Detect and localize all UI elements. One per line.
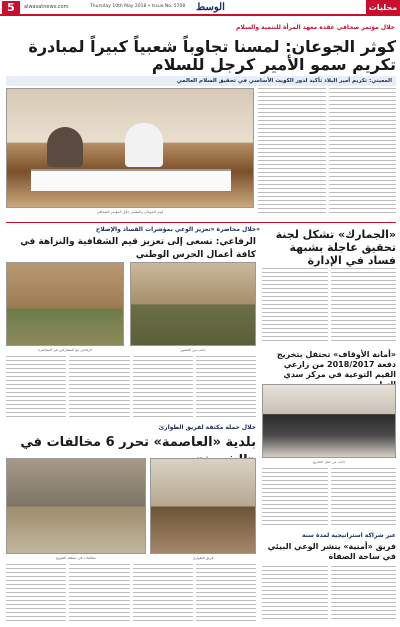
section-label: محليات: [366, 0, 400, 16]
story2-headline: الرفاعي: نسعى إلى تعزيز قيم الشفافية والنزاهة في كافة أعمال الحرس الوطني: [20, 237, 256, 260]
story3-text: [262, 268, 396, 344]
story3-headline: «الجمارك» تشكل لجنة تحقيق عاجلة بشبهة فساد في الإدارة: [275, 228, 396, 267]
story4-caption: جانب من حفل التخريج: [312, 460, 346, 464]
story4-headline: «أمانة الأوقاف» تحتفل بتخريج دفعة 2018/2017 من زارعي القيم التوعية في مركز سدي: [276, 350, 396, 379]
divider: [6, 222, 396, 223]
date-line: Thursday 10th May 2018 • Issue No. 5708: [90, 4, 186, 9]
story6-headline: فريق «أمنية» ينشر الوعي البيئي في ساحة الصفاة: [267, 542, 396, 561]
story1-text-right: [258, 88, 396, 216]
story5-caption1: مخالفات في منطقة الشويخ: [56, 556, 96, 560]
story2-kicker: خلال محاضرة «تعزيز الوعي بمؤشرات الفساد والإصلاح»: [95, 226, 260, 233]
story5-kicker: خلال حملة مكثفة لفريق الطوارئ: [158, 424, 256, 431]
story1-kicker: خلال مؤتمر صحافي عقده معهد المرأة للتنمية والسلام: [236, 24, 395, 31]
story5-photo-left: [6, 458, 146, 554]
story1-subhead: المعيني: تكريم أمير البلاد تأكيد لدور الكويت الأساسي في تحقيق السلام العالمي: [6, 76, 396, 86]
story6-text: [262, 566, 396, 622]
newspaper-logo: الوسط: [196, 2, 225, 13]
story5-photo-right: [150, 458, 256, 554]
story6-kicker: عبر شراكة استراتيجية لمدة سنة: [301, 532, 396, 539]
story2-text: [6, 356, 256, 420]
story1-caption: كوثر الجوعان والمعيني خلال المؤتمر الصحافي: [96, 210, 164, 214]
story2-photo-left: [6, 262, 124, 346]
page-number: 5: [2, 1, 20, 15]
story4-text: [262, 468, 396, 528]
story2-caption2: جانب من الحضور: [180, 348, 206, 352]
story1-photo: [6, 88, 254, 208]
story5-text: [6, 564, 256, 622]
story2-photo-right: [130, 262, 256, 346]
story2-caption1: الرفاعي مع المشاركين في المحاضرة: [38, 348, 92, 352]
site-url: alwasatnews.com: [24, 4, 69, 10]
story4-photo: [262, 384, 396, 458]
story1-headline: كوثر الجوعان: لمسنا تجاوباً شعبياً كبيراً لمبادرة تكريم سمو الأمير كرجل للسلام: [28, 37, 396, 74]
story5-caption2: فريق الطوارئ: [192, 556, 214, 560]
story5-headline: بلدية «العاصمة» تحرر 6 مخالفات في: [20, 435, 256, 450]
